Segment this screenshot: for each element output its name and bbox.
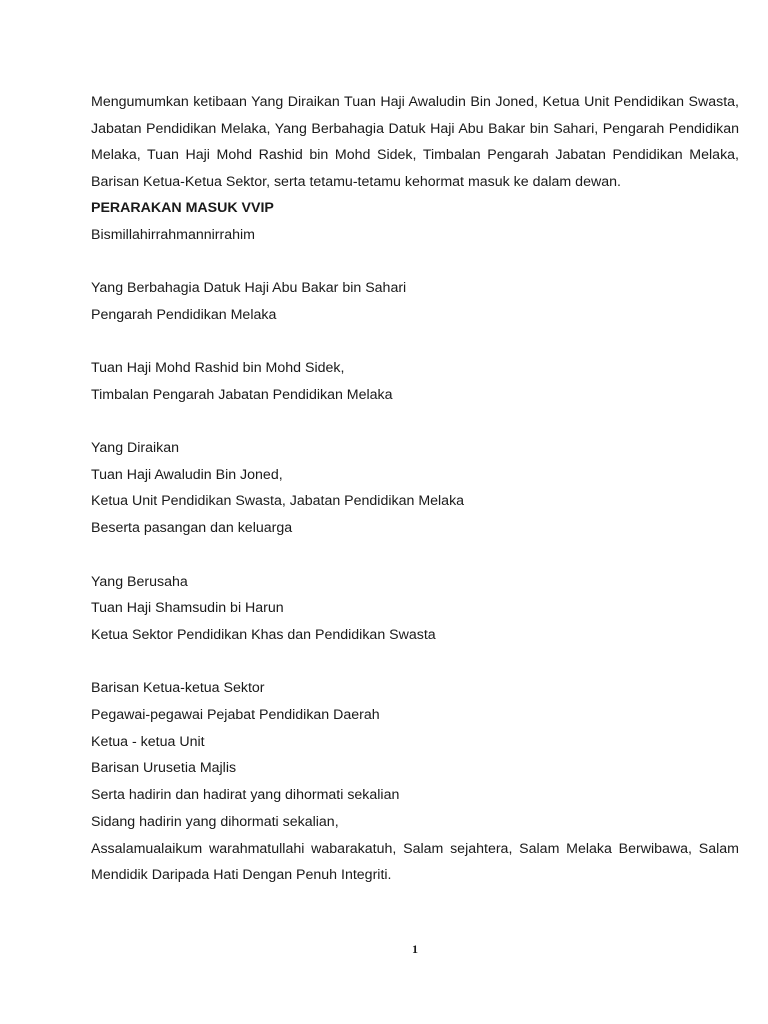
guest-line: Ketua Unit Pendidikan Swasta, Jabatan Pendidikan Melaka (91, 493, 465, 510)
guest-line: Yang Berusaha (91, 573, 188, 590)
guest-line: Sidang hadirin yang dihormati sekalian, (91, 813, 339, 830)
guest-line: Tuan Haji Shamsudin bi Harun (91, 600, 284, 617)
section-heading: PERARAKAN MASUK VVIP (91, 200, 274, 216)
guest-line: Barisan Urusetia Majlis (91, 760, 237, 777)
guest-group-1 (91, 275, 739, 328)
guest-group-5 (91, 675, 739, 835)
guest-line: Barisan Ketua-ketua Sektor (91, 680, 265, 697)
guest-group-2 (91, 355, 739, 408)
closing-paragraph: Assalamualaikum warahmatullahi wabarakatuh, Salam sejahtera, Salam Melaka Berwibawa, Salam Mendidik Daripada Hati Dengan Penuh Integriti. (91, 840, 739, 884)
guest-line: Beserta pasangan dan keluarga (91, 520, 293, 537)
opening-line: Bismillahirrahmannirrahim (91, 226, 255, 243)
guest-group-3 (91, 435, 739, 542)
guest-line: Yang Berbahagia Datuk Haji Abu Bakar bin Sahari (91, 279, 407, 296)
guest-line: Timbalan Pengarah Jabatan Pendidikan Melaka (91, 386, 393, 403)
guest-line: Tuan Haji Mohd Rashid bin Mohd Sidek, (91, 359, 345, 376)
guest-line: Pengarah Pendidikan Melaka (91, 306, 277, 323)
guest-line: Yang Diraikan (91, 440, 180, 457)
guest-group-4 (91, 569, 739, 649)
guest-line: Pegawai-pegawai Pejabat Pendidikan Daerah (91, 707, 380, 724)
guest-line: Ketua - ketua Unit (91, 733, 205, 750)
guest-line: Tuan Haji Awaludin Bin Joned, (91, 466, 283, 483)
intro-paragraph: Mengumumkan ketibaan Yang Diraikan Tuan Haji Awaludin Bin Joned, Ketua Unit Pendidikan Swasta, Jabatan Pendidikan Melaka, Yang Berbahagia Datuk Haji Abu Bakar bin Sahari, Pengarah Pendidikan Melaka, Tuan Haji Mohd Rashid bin Mohd Sidek, Timbalan Pengarah Jabatan Pendidikan Melaka, Barisan Ketua-Ketua Sektor, serta tetamu-tetamu kehormat masuk ke dalam dewan. (91, 94, 739, 190)
guest-line: Serta hadirin dan hadirat yang dihormati sekalian (91, 787, 400, 804)
page-number: 1 (412, 942, 418, 956)
guest-line: Ketua Sektor Pendidikan Khas dan Pendidikan Swasta (91, 626, 436, 643)
document-page (91, 89, 739, 889)
